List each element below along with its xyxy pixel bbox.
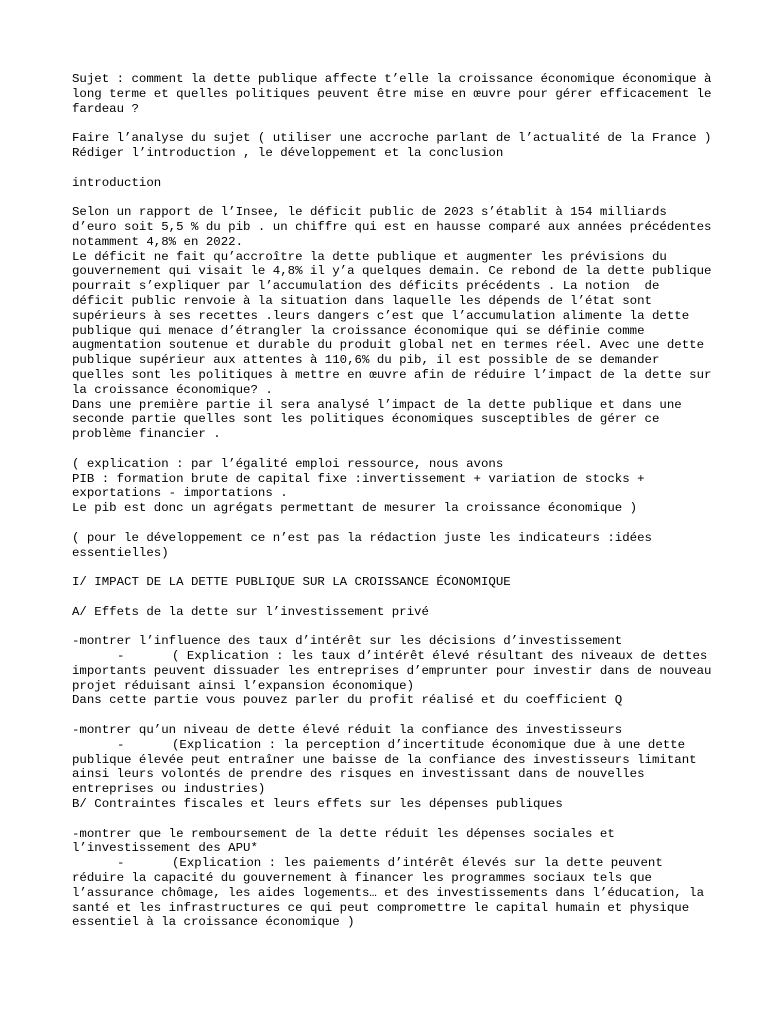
intro-paragraph-3: Dans une première partie il sera analysé l’impact de la dette publique et dans une seconde partie quelles sont les politiques économiques susceptibles de gérer ce problème financier . [72,397,690,442]
part-1-heading: I/ IMPACT DE LA DETTE PUBLIQUE SUR LA CROISSANCE ÉCONOMIQUE [72,575,511,590]
explication-text: (Explication : les paiements d’intérêt élevés sur la dette peuvent réduire la capacité du gouvernement à financer les programmes sociaux tels que l’assurance chômage, les aides logements… et des investissements dans l’éducation, la santé et les infrastructures ce qui peut compromettre le capital humain et physique essentiel à la croissance économique ) [72,856,712,930]
explication-text: (Explication : la perception d’incertitude économique due à une dette publique élevée peut entraîner une baisse de la confiance des investisseurs limitant ainsi leurs volontés de prendre des risques en investissant dans de nouvelles entreprises ou industries) [72,737,705,797]
point-a1-note: Dans cette partie vous pouvez parler du profit réalisé et du coefficient Q [72,693,623,708]
consigne-redaction: Rédiger l’introduction , le développement et la conclusion [72,145,504,160]
blank-line [72,708,712,723]
point-b1-explication [72,856,712,930]
explication-line-2: PIB : formation brute de capital fixe :invertissement + variation de stocks + exportations - importations . [72,471,652,501]
intro-paragraph-2: Le déficit ne fait qu’accroître la dette publique et augmenter les prévisions du gouvernement qui visait le 4,8% il y’a quelques demain. Ce rebond de la dette publique pourrait s’expliquer par l’accumulation des déficits précédents . La notion de déficit public renvoie à la situation dans laquelle les dépends de l’état sont supérieurs à ses recettes .leurs dangers c’est que l’accumulation alimente la dette publique qui menace d’étrangler la croissance économique qui se définie comme augmentation soutenue et durable du produit global net en termes réel. Avec une dette publique supérieur aux attentes à 110,6% du pib, il est possible de se demander quelles sont les politiques à mettre en œuvre afin de réduire l’impact de la dette sur la croissance économique? . [72,249,719,397]
bullet-dash: - [117,649,125,664]
blank-line [72,619,712,634]
point-a1-explication [72,649,719,693]
explication-line-1: ( explication : par l’égalité emploi ressource, nous avons [72,456,504,471]
developpement-note: ( pour le développement ce n’est pas la rédaction juste les indicateurs :idées essentielles) [72,530,660,560]
blank-line [72,560,712,575]
blank-line [72,190,712,205]
section-b-heading: B/ Contraintes fiscales et leurs effets sur les dépenses publiques [72,797,563,812]
bullet-dash: - [117,737,125,752]
explication-text: ( Explication : les taux d’intérêt élevé résultant des niveaux de dettes importants peuvent dissuader les entreprises d’emprunter pour investir dans de nouveau projet réduisant ainsi l’expansion économique) [72,649,719,693]
blank-line [72,116,712,131]
point-a1: -montrer l’influence des taux d’intérêt sur les décisions d’investissement [72,634,623,649]
sujet-text: Sujet : comment la dette publique affecte t’elle la croissance économique économique à long terme et quelles politiques peuvent être mise en œuvre pour gérer efficacement le fardeau ? [72,72,719,116]
section-a-heading: A/ Effets de la dette sur l’investissement privé [72,604,429,619]
point-a2: -montrer qu’un niveau de dette élevé réduit la confiance des investisseurs [72,723,623,738]
blank-line [72,161,712,176]
point-a2-explication [72,738,712,797]
consigne-analyse: Faire l’analyse du sujet ( utiliser une accroche parlant de l’actualité de la France ) [72,131,712,146]
intro-paragraph-1: Selon un rapport de l’Insee, le déficit public de 2023 s’établit à 154 milliards d’euro soit 5,5 % du pib . un chiffre qui est en hausse comparé aux années précédentes notamment 4,8% en 2022. [72,205,719,249]
bullet-dash: - [117,856,125,871]
document-page [72,72,719,930]
blank-line [72,590,712,605]
explication-line-3: Le pib est donc un agrégats permettant de mesurer la croissance économique ) [72,501,638,516]
blank-line [72,516,712,531]
point-b1: -montrer que le remboursement de la dette réduit les dépenses sociales et l’investissement des APU* [72,826,623,856]
introduction-heading: introduction [72,175,162,190]
blank-line [72,812,712,827]
blank-line [72,442,712,457]
